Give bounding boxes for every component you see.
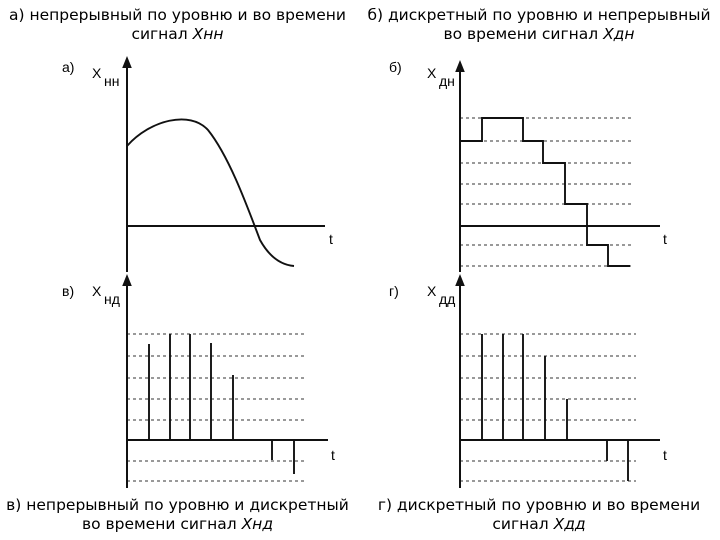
panel-b-x-label: t [663,231,667,247]
panel-a-y-label: X [92,65,102,81]
panel-c-level-lines [127,334,306,481]
panel-d-y-label: X [427,283,437,299]
panel-b-y-subscript: дн [439,73,455,89]
caption-a-prefix: сигнал [131,25,193,43]
panel-c-y-subscript: нд [104,291,120,307]
panel-a-signal-curve [127,119,294,266]
caption-b-prefix: во времени сигнал [443,25,604,43]
panel-a-letter: а) [62,59,75,75]
caption-a-line1: а) непрерывный по уровню и во времени [8,6,346,24]
panel-b [389,59,667,272]
panel-d-letter: г) [389,283,399,299]
caption-c-line1: в) непрерывный по уровню и дискретный [6,496,349,514]
panel-c-y-label: X [92,283,102,299]
caption-c-symbol: Xнд [241,515,274,533]
panel-c [62,280,335,488]
panel-c-samples [149,334,294,474]
panel-b-y-label: X [427,65,437,81]
panel-d-level-lines [460,334,636,481]
panel-b-step-signal [460,118,630,266]
caption-d-prefix: сигнал [492,515,554,533]
panel-a [62,59,333,272]
panel-d-x-label: t [663,447,667,463]
panel-d [389,280,667,488]
panel-a-y-subscript: нн [104,73,120,89]
panel-c-letter: в) [62,283,75,299]
panel-a-x-label: t [329,231,333,247]
caption-b-symbol: Xдн [603,25,635,43]
caption-b-line1: б) дискретный по уровню и непрерывный [367,6,711,24]
panel-b-level-lines [460,118,632,266]
caption-d-line1: г) дискретный по уровню и во времени [377,496,701,514]
panel-d-y-subscript: дд [439,291,456,307]
caption-d-symbol: Xдд [553,515,586,533]
panel-c-x-label: t [331,447,335,463]
caption-c-prefix: во времени сигнал [81,515,242,533]
panel-b-letter: б) [389,59,402,75]
caption-a-symbol: Xнн [192,25,224,43]
